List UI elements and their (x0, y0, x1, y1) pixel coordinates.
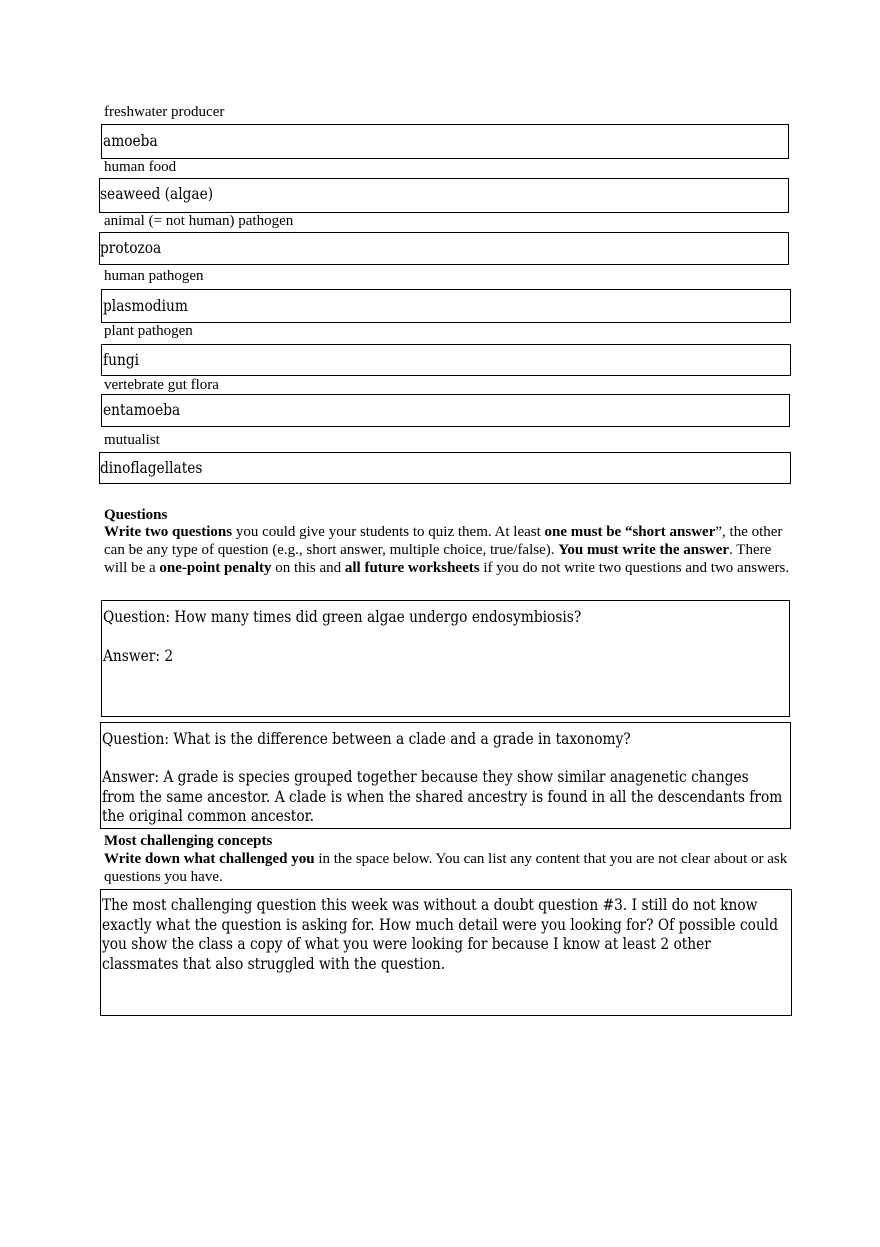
challenging-instructions (104, 850, 794, 886)
instr-text: ”, the other can be any type of question (e.g., short answer, multiple choice, true/false). (104, 524, 783, 558)
answer-2-text: Answer: A grade is species grouped together because they show similar anagenetic changes from the same ancestor. A clade is when the shared ancestry is found in all the descendants from the original common ancestor. (102, 767, 787, 825)
instr-bold: all future worksheets (344, 560, 480, 576)
instr-text: on this and (271, 560, 345, 576)
instr-bold: You must write the answer (558, 542, 730, 558)
answer-field-human-food[interactable] (99, 178, 789, 213)
instr-text: if you do not write two questions and two answers. (479, 560, 790, 576)
role-label-mutualist: mutualist (104, 432, 160, 448)
instr-text: you could give your students to quiz them. At least (232, 524, 545, 540)
answer-field-human-pathogen[interactable] (101, 289, 791, 323)
question-2-box[interactable] (100, 722, 791, 829)
questions-instructions (104, 523, 794, 577)
answer-text: plasmodium (103, 296, 188, 315)
question-1-box[interactable] (101, 600, 790, 717)
answer-text: dinoflagellates (100, 458, 203, 477)
answer-text: amoeba (103, 131, 158, 150)
challenging-response-box[interactable] (100, 889, 792, 1016)
instr-bold: Write two questions (104, 524, 233, 540)
question-1-text: Question: How many times did green algae undergo endosymbiosis? (103, 607, 582, 626)
challenging-response-text: The most challenging question this week was without a doubt question #3. I still do not know exactly what the question is asking for. How much detail were you looking for? Of possible could you show the class a copy of what you were looking for because I know at least 2 other classmates that also struggled with the question. (102, 895, 783, 973)
role-label-vertebrate-gut-flora: vertebrate gut flora (104, 377, 219, 393)
answer-text: entamoeba (103, 400, 181, 419)
instr-bold: one-point penalty (159, 560, 272, 576)
answer-field-plant-pathogen[interactable] (101, 344, 791, 376)
role-label-human-food: human food (104, 159, 177, 175)
answer-1-text: Answer: 2 (103, 646, 174, 665)
instr-bold: Write down what challenged you (104, 851, 315, 867)
role-label-animal-pathogen: animal (= not human) pathogen (104, 213, 294, 229)
answer-text: protozoa (100, 238, 162, 257)
answer-text: seaweed (algae) (100, 184, 214, 203)
question-2-text: Question: What is the difference between a clade and a grade in taxonomy? (102, 729, 631, 748)
answer-field-vertebrate-gut-flora[interactable] (101, 394, 790, 427)
answer-field-freshwater-producer[interactable] (101, 124, 789, 159)
answer-text: fungi (103, 350, 140, 369)
questions-heading: Questions (104, 507, 168, 523)
role-label-freshwater-producer: freshwater producer (104, 104, 225, 120)
challenging-heading: Most challenging concepts (104, 833, 273, 849)
role-label-human-pathogen: human pathogen (104, 268, 204, 284)
role-label-plant-pathogen: plant pathogen (104, 323, 193, 339)
answer-field-animal-pathogen[interactable] (99, 232, 789, 265)
instr-text: . There will be a (104, 542, 772, 576)
answer-field-mutualist[interactable] (99, 452, 791, 484)
instr-bold: one must be “short answer (544, 524, 716, 540)
instr-text: in the space below. You can list any content that you are not clear about or ask questions you have. (104, 851, 788, 885)
